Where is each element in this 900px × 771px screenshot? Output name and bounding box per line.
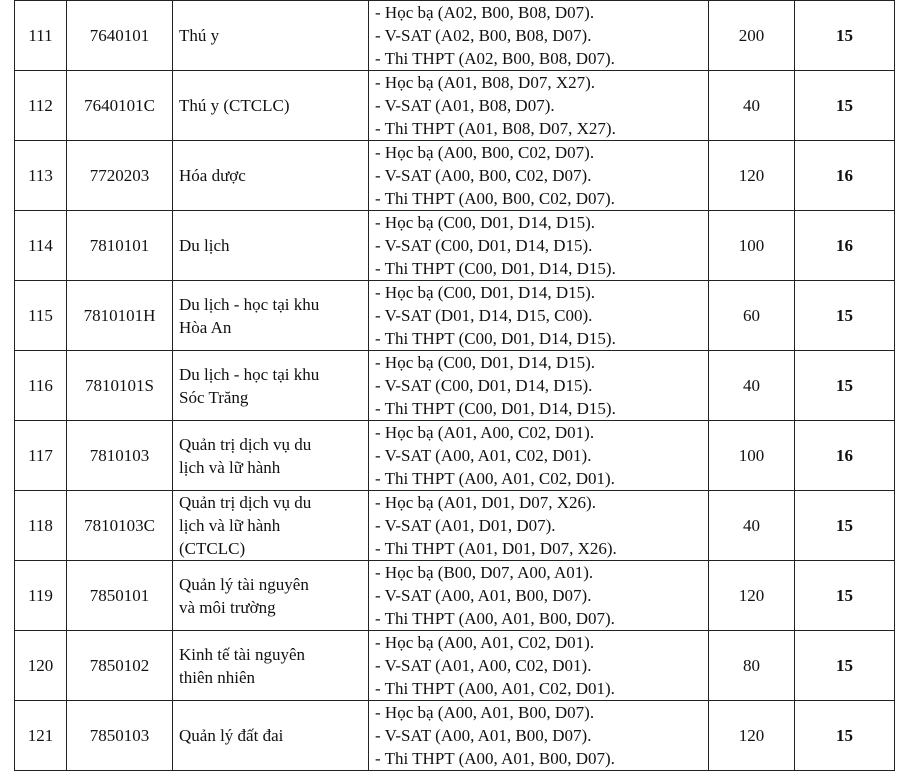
admission-method-line: - V-SAT (A02, B00, B08, D07). [375, 26, 592, 45]
admission-methods-cell [369, 701, 709, 771]
row-number-cell: 114 [15, 211, 67, 281]
major-name-line: Kinh tế tài nguyên [179, 644, 306, 664]
admission-method-line: - Thi THPT (A00, B00, C02, D07). [375, 189, 615, 208]
major-name-cell [173, 351, 369, 421]
admission-method-line: - V-SAT (A00, A01, B00, D07). [375, 726, 592, 745]
admission-methods-cell [369, 211, 709, 281]
admission-method-line: - V-SAT (A01, B08, D07). [375, 96, 555, 115]
admission-method-line: - Học bạ (C00, D01, D14, D15). [375, 283, 596, 302]
major-code-cell: 7850101 [67, 561, 173, 631]
row-number-cell: 113 [15, 141, 67, 211]
admission-method-line: - Học bạ (A01, D01, D07, X26). [375, 493, 596, 512]
admission-method-line: - V-SAT (D01, D14, D15, C00). [375, 306, 593, 325]
admission-methods-cell [369, 281, 709, 351]
minimum-score-cell: 15 [795, 561, 895, 631]
admission-method-line: - Học bạ (A00, A01, C02, D01). [375, 633, 595, 652]
minimum-score-cell: 15 [795, 281, 895, 351]
quota-cell: 60 [709, 281, 795, 351]
admission-table [14, 0, 895, 771]
major-name-cell [173, 491, 369, 561]
quota-cell: 120 [709, 141, 795, 211]
major-name-line: Quản lý đất đai [179, 726, 284, 745]
minimum-score-cell: 16 [795, 421, 895, 491]
table-row [15, 141, 895, 211]
row-number-cell: 119 [15, 561, 67, 631]
major-name-cell [173, 421, 369, 491]
major-code-cell: 7810101H [67, 281, 173, 351]
table-row [15, 281, 895, 351]
admission-method-line: - V-SAT (A00, A01, B00, D07). [375, 586, 592, 605]
admission-method-line: - Thi THPT (C00, D01, D14, D15). [375, 259, 616, 278]
minimum-score-cell: 16 [795, 211, 895, 281]
table-row [15, 421, 895, 491]
admission-method-line: - Học bạ (A01, B08, D07, X27). [375, 73, 596, 92]
admission-method-line: - Thi THPT (C00, D01, D14, D15). [375, 399, 616, 418]
major-name-line: Hòa An [179, 317, 232, 337]
admission-method-line: - Học bạ (A01, A00, C02, D01). [375, 423, 595, 442]
minimum-score-cell: 15 [795, 491, 895, 561]
admission-method-line: - Thi THPT (A00, A01, C02, D01). [375, 679, 615, 698]
quota-cell: 40 [709, 491, 795, 561]
row-number-cell: 115 [15, 281, 67, 351]
row-number-cell: 117 [15, 421, 67, 491]
major-name-line: Du lịch - học tại khu [179, 294, 320, 314]
major-name-cell [173, 1, 369, 71]
major-code-cell: 7640101C [67, 71, 173, 141]
major-code-cell: 7850102 [67, 631, 173, 701]
quota-cell: 120 [709, 561, 795, 631]
admission-method-line: - V-SAT (A00, A01, C02, D01). [375, 446, 592, 465]
admission-methods-cell [369, 351, 709, 421]
major-code-cell: 7640101 [67, 1, 173, 71]
major-name-cell [173, 631, 369, 701]
admission-method-line: - V-SAT (C00, D01, D14, D15). [375, 236, 593, 255]
major-name-cell [173, 281, 369, 351]
admission-method-line: - Thi THPT (A02, B00, B08, D07). [375, 49, 615, 68]
major-name-line: Quản lý tài nguyên [179, 574, 309, 594]
major-name-cell [173, 701, 369, 771]
admission-methods-cell [369, 421, 709, 491]
row-number-cell: 112 [15, 71, 67, 141]
quota-cell: 80 [709, 631, 795, 701]
major-code-cell: 7850103 [67, 701, 173, 771]
major-name-line: Quản trị dịch vụ du [179, 493, 312, 512]
major-name-line: Du lịch - học tại khu [179, 364, 320, 384]
table-row [15, 211, 895, 281]
minimum-score-cell: 15 [795, 71, 895, 141]
admission-methods-cell [369, 1, 709, 71]
minimum-score-cell: 15 [795, 701, 895, 771]
admission-method-line: - Thi THPT (A01, D01, D07, X26). [375, 539, 617, 558]
major-name-cell [173, 211, 369, 281]
admission-method-line: - Thi THPT (A00, A01, B00, D07). [375, 749, 615, 768]
admission-method-line: - V-SAT (C00, D01, D14, D15). [375, 376, 593, 395]
major-code-cell: 7810103C [67, 491, 173, 561]
admission-method-line: - Thi THPT (A00, A01, B00, D07). [375, 609, 615, 628]
admission-method-line: - V-SAT (A01, A00, C02, D01). [375, 656, 592, 675]
admission-method-line: - Thi THPT (A01, B08, D07, X27). [375, 119, 616, 138]
row-number-cell: 118 [15, 491, 67, 561]
major-code-cell: 7810101 [67, 211, 173, 281]
quota-cell: 200 [709, 1, 795, 71]
admission-method-line: - Học bạ (C00, D01, D14, D15). [375, 213, 596, 232]
major-name-line: và môi trường [179, 597, 276, 617]
table-row [15, 351, 895, 421]
major-code-cell: 7810101S [67, 351, 173, 421]
major-name-line: (CTCLC) [179, 539, 246, 558]
table-row [15, 631, 895, 701]
quota-cell: 120 [709, 701, 795, 771]
table-row [15, 701, 895, 771]
quota-cell: 100 [709, 421, 795, 491]
admission-method-line: - V-SAT (A01, D01, D07). [375, 516, 556, 535]
admission-method-line: - Học bạ (A00, A01, B00, D07). [375, 703, 595, 722]
admission-methods-cell [369, 141, 709, 211]
major-name-line: lịch và lữ hành [179, 457, 281, 477]
major-code-cell: 7810103 [67, 421, 173, 491]
major-name-line: lịch và lữ hành [179, 516, 281, 535]
admission-methods-cell [369, 491, 709, 561]
minimum-score-cell: 15 [795, 351, 895, 421]
admission-method-line: - Học bạ (A02, B00, B08, D07). [375, 3, 595, 22]
table-row [15, 71, 895, 141]
quota-cell: 40 [709, 351, 795, 421]
row-number-cell: 111 [15, 1, 67, 71]
admission-methods-cell [369, 631, 709, 701]
row-number-cell: 120 [15, 631, 67, 701]
admission-method-line: - Học bạ (A00, B00, C02, D07). [375, 143, 595, 162]
row-number-cell: 121 [15, 701, 67, 771]
major-name-cell [173, 561, 369, 631]
major-code-cell: 7720203 [67, 141, 173, 211]
major-name-line: Quản trị dịch vụ du [179, 434, 312, 454]
admission-method-line: - Học bạ (B00, D07, A00, A01). [375, 563, 594, 582]
major-name-cell [173, 141, 369, 211]
admission-methods-cell [369, 71, 709, 141]
major-name-line: Hóa dược [179, 166, 246, 185]
major-name-line: Sóc Trăng [179, 387, 249, 407]
major-name-line: thiên nhiên [179, 667, 256, 687]
minimum-score-cell: 15 [795, 1, 895, 71]
table-body [15, 1, 895, 771]
major-name-line: Du lịch [179, 236, 230, 255]
admission-methods-cell [369, 561, 709, 631]
table-row [15, 491, 895, 561]
admission-method-line: - V-SAT (A00, B00, C02, D07). [375, 166, 592, 185]
major-name-line: Thú y [179, 26, 220, 45]
admission-method-line: - Thi THPT (A00, A01, C02, D01). [375, 469, 615, 488]
minimum-score-cell: 15 [795, 631, 895, 701]
row-number-cell: 116 [15, 351, 67, 421]
table-row [15, 561, 895, 631]
minimum-score-cell: 16 [795, 141, 895, 211]
admission-method-line: - Học bạ (C00, D01, D14, D15). [375, 353, 596, 372]
admission-method-line: - Thi THPT (C00, D01, D14, D15). [375, 329, 616, 348]
quota-cell: 100 [709, 211, 795, 281]
table-row [15, 1, 895, 71]
quota-cell: 40 [709, 71, 795, 141]
major-name-cell [173, 71, 369, 141]
major-name-line: Thú y (CTCLC) [179, 96, 290, 115]
